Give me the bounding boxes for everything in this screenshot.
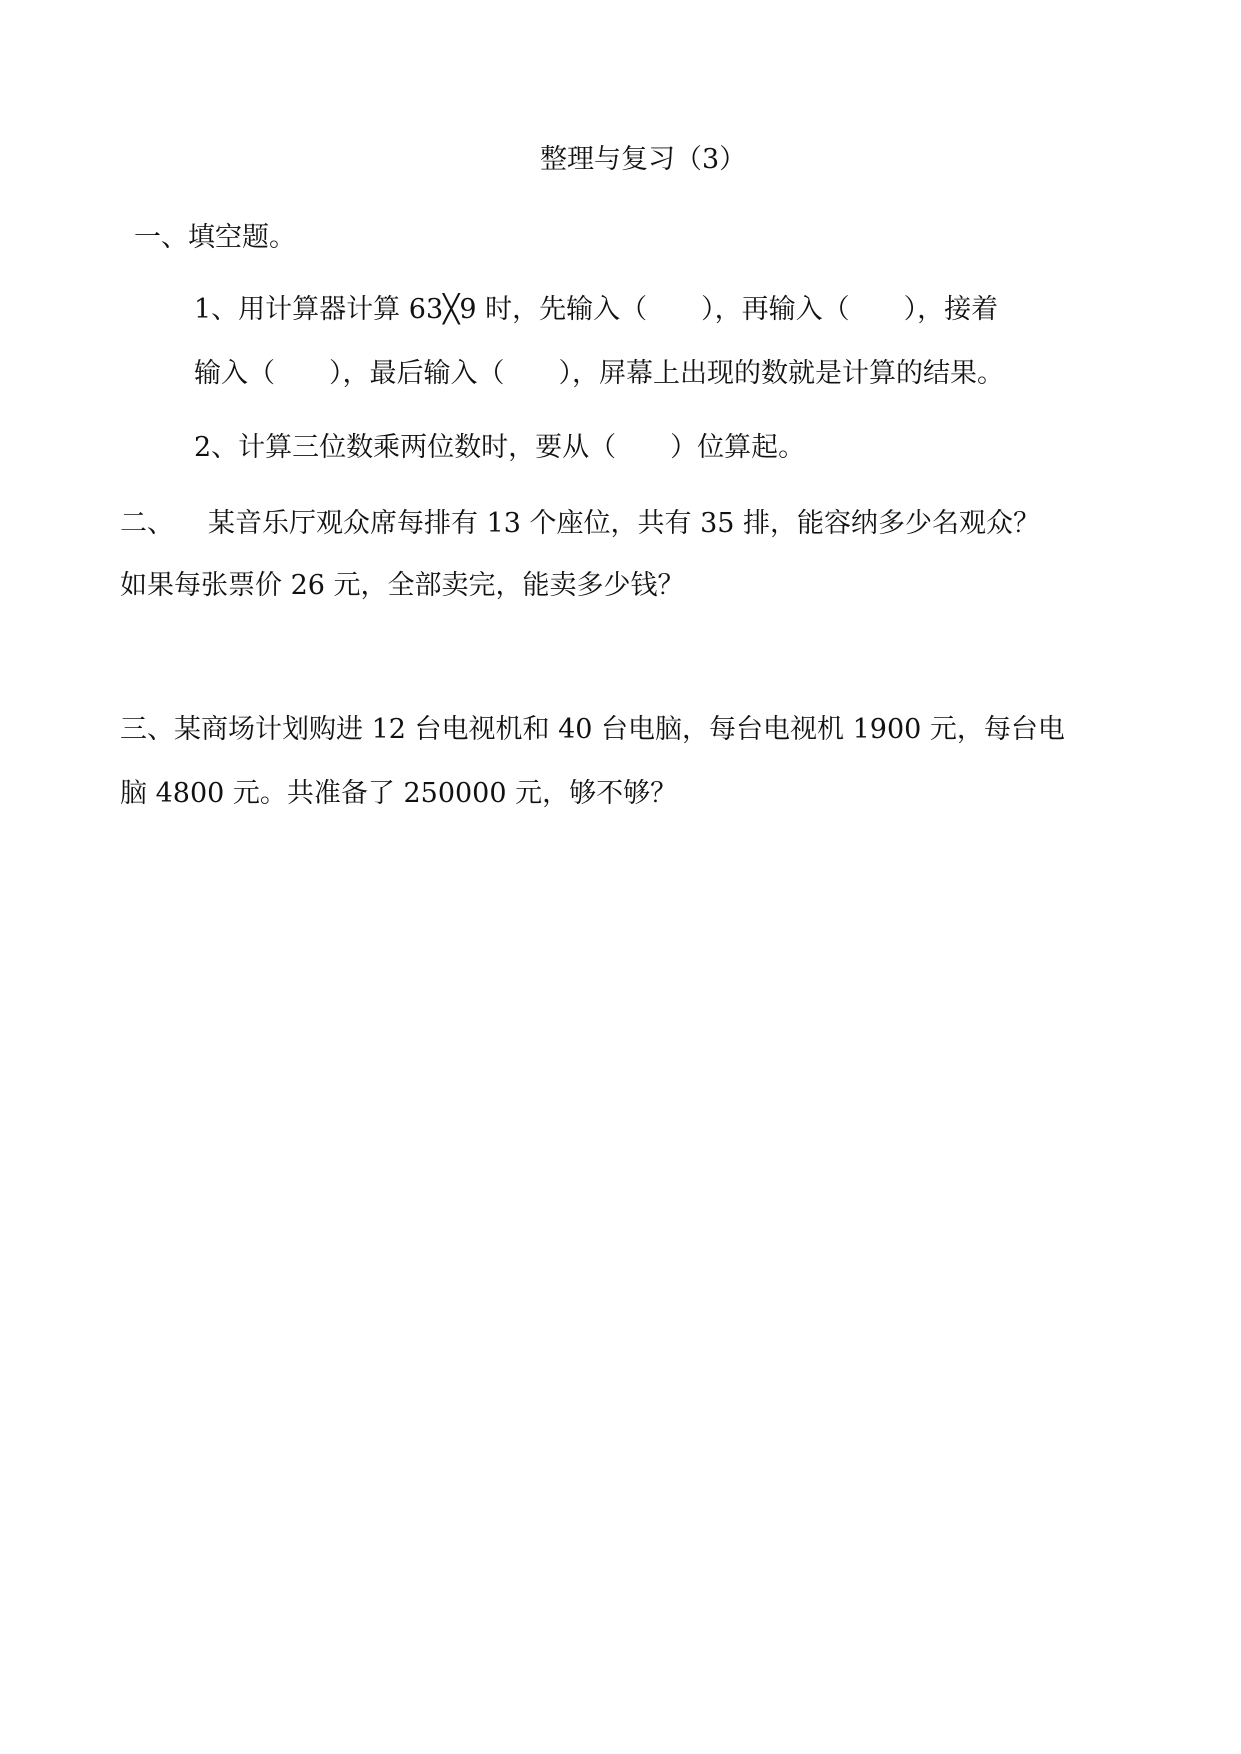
- section2-line1: [120, 504, 1040, 544]
- section3-line1: 三、某商场计划购进 12 台电视机和 40 台电脑，每台电视机 1900 元，每台电: [120, 714, 1065, 745]
- section2-line2: 如果每张票价 26 元，全部卖完，能卖多少钱？: [120, 570, 685, 601]
- page-title: 整理与复习（3）: [540, 144, 747, 175]
- section2-text-line1: 某音乐厅观众席每排有 13 个座位，共有 35 排，能容纳多少名观众？: [208, 508, 1041, 539]
- question1-line2: 输入（ ），最后输入（ ），屏幕上出现的数就是计算的结果。: [194, 358, 1004, 389]
- section2-number: 二、: [120, 508, 174, 539]
- section3-line2: 脑 4800 元。共准备了 250000 元，够不够？: [120, 778, 678, 809]
- section1-heading: 一、填空题。: [134, 222, 296, 253]
- question1-line1: 1、用计算器计算 63╳9 时，先输入（ ），再输入（ ），接着: [194, 294, 999, 325]
- question2-line1: 2、计算三位数乘两位数时，要从（ ）位算起。: [194, 432, 806, 463]
